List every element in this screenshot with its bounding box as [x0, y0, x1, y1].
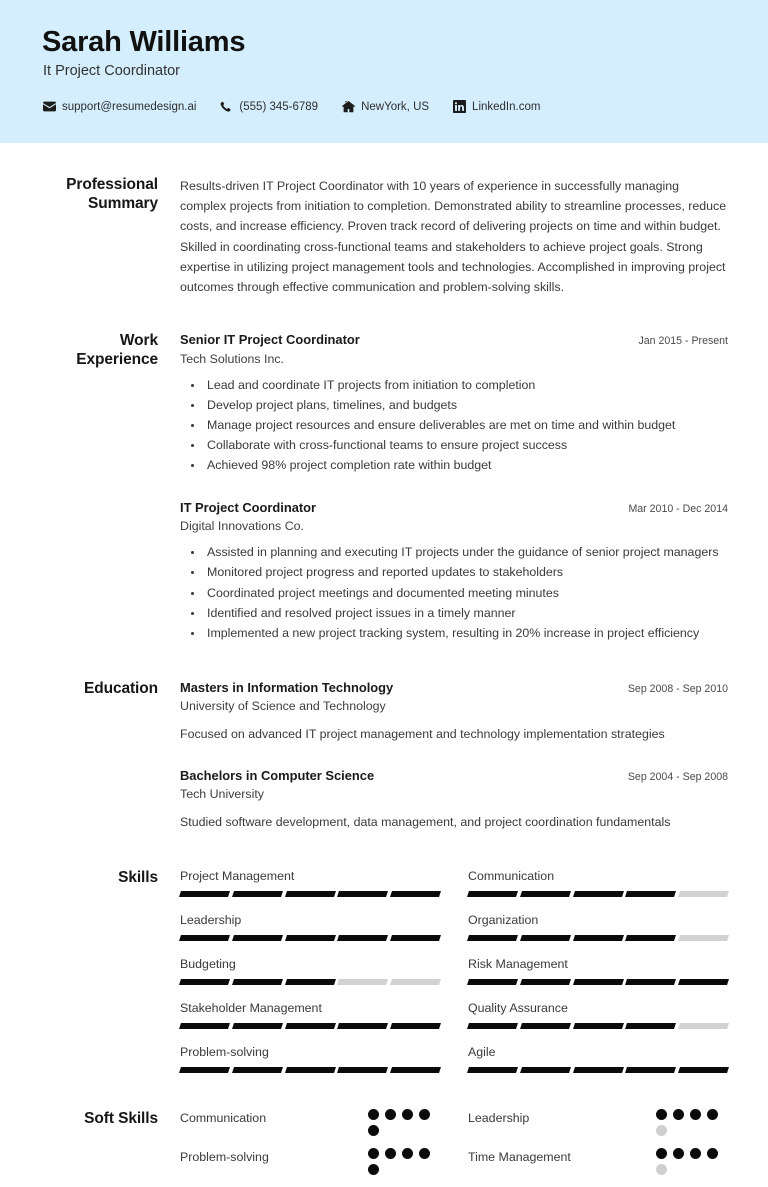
skill-level-segment [625, 979, 676, 985]
soft-skill-name: Problem-solving [180, 1150, 269, 1165]
work-bullet: • Implemented a new project tracking system, resulting in 20% increase in project efficiency [204, 624, 728, 643]
work-bullet: • Lead and coordinate IT projects from initiation to completion [204, 376, 728, 395]
work-bullet: • Collaborate with cross-functional teams to ensure project success [204, 436, 728, 455]
section-skills [40, 832, 728, 1089]
work-entry-head [180, 331, 728, 348]
skill-level-segment [285, 1067, 336, 1073]
skill-name: Budgeting [180, 957, 236, 972]
skill-item [468, 912, 728, 956]
resume-body [0, 143, 768, 1187]
skill-level-bar [468, 979, 728, 985]
skill-level-segment [678, 1023, 729, 1029]
skill-level-segment [390, 891, 441, 897]
soft-skill-dot [368, 1164, 379, 1175]
skill-item [180, 1000, 440, 1044]
soft-skill-dot [368, 1125, 379, 1136]
skill-level-segment [337, 979, 388, 985]
skill-item [180, 868, 440, 912]
soft-skill-name: Communication [180, 1111, 267, 1126]
contact-email-label: support@resumedesign.ai [62, 100, 197, 113]
linkedin-icon [453, 100, 466, 113]
skill-level-segment [179, 935, 230, 941]
work-role: Senior IT Project Coordinator [180, 332, 360, 348]
work-organization: Tech Solutions Inc. [180, 351, 285, 366]
skill-item [468, 868, 728, 912]
section-label-summary: Professional Summary [66, 176, 158, 213]
section-work-experience [40, 297, 728, 644]
phone-icon [220, 100, 233, 113]
skill-item [180, 912, 440, 956]
skill-level-segment [232, 1023, 283, 1029]
candidate-job-title: It Project Coordinator [43, 63, 181, 80]
section-label-education: Education [83, 679, 158, 697]
section-soft-skills [40, 1088, 728, 1187]
soft-skill-rating [368, 1109, 440, 1136]
skill-level-bar [180, 935, 440, 941]
skill-level-segment [467, 979, 518, 985]
work-bullets [180, 543, 728, 642]
section-label-work: Work Experience [76, 332, 158, 369]
skill-level-segment [390, 935, 441, 941]
section-professional-summary [40, 143, 728, 297]
work-bullet: • Identified and resolved project issues in a timely manner [204, 604, 728, 623]
work-bullet: • Coordinated project meetings and documented meeting minutes [204, 584, 728, 603]
education-date: Sep 2004 - Sep 2008 [627, 770, 728, 783]
skill-level-segment [337, 935, 388, 941]
skill-level-segment [285, 1023, 336, 1029]
soft-skill-name: Leadership [468, 1111, 530, 1126]
soft-skill-dot [402, 1148, 413, 1159]
contact-email[interactable] [43, 100, 196, 113]
skill-level-segment [467, 891, 518, 897]
skill-level-segment [678, 979, 729, 985]
skill-level-segment [390, 1067, 441, 1073]
soft-skill-rating [656, 1148, 728, 1175]
soft-skill-dot [673, 1148, 684, 1159]
skill-item [180, 956, 440, 1000]
skill-level-bar [180, 1023, 440, 1029]
envelope-icon [43, 100, 56, 113]
skill-level-segment [390, 1023, 441, 1029]
skill-level-segment [520, 1023, 571, 1029]
resume-header [0, 0, 768, 143]
education-entry-head [180, 767, 728, 784]
skill-level-bar [180, 1067, 440, 1073]
contact-location[interactable] [342, 100, 429, 113]
skill-level-segment [625, 1067, 676, 1073]
soft-skill-item [468, 1109, 728, 1148]
education-entry [180, 679, 728, 744]
work-entry-head [180, 499, 728, 516]
skill-level-segment [179, 891, 230, 897]
contact-linkedin[interactable] [453, 100, 540, 113]
skill-level-segment [573, 1023, 624, 1029]
skill-level-segment [467, 1067, 518, 1073]
work-date: Jan 2015 - Present [638, 335, 728, 348]
soft-skill-dot [656, 1109, 667, 1120]
skill-level-segment [678, 1067, 729, 1073]
skill-level-segment [625, 1023, 676, 1029]
skills-grid [180, 868, 728, 1089]
skill-item [468, 1044, 728, 1088]
soft-skills-content [180, 1109, 728, 1187]
home-icon [342, 100, 355, 113]
education-degree: Masters in Information Technology [180, 679, 394, 695]
skill-name: Quality Assurance [468, 1001, 568, 1016]
skill-level-segment [520, 935, 571, 941]
candidate-name: Sarah Williams [42, 26, 246, 58]
soft-skill-dot [368, 1148, 379, 1159]
work-bullet: • Assisted in planning and executing IT projects under the guidance of senior project managers [204, 543, 728, 562]
section-education [40, 644, 728, 832]
skill-level-segment [467, 935, 518, 941]
work-bullets [180, 376, 728, 475]
skill-level-segment [285, 979, 336, 985]
soft-skill-dot [419, 1109, 430, 1120]
skill-level-segment [179, 1067, 230, 1073]
soft-skill-dot [656, 1164, 667, 1175]
work-content [180, 331, 728, 644]
soft-skill-item [468, 1148, 728, 1187]
education-description: Focused on advanced IT project management and technology implementation strategies [180, 726, 665, 741]
education-school: University of Science and Technology [180, 699, 386, 714]
skill-level-bar [468, 1067, 728, 1073]
skill-level-segment [232, 935, 283, 941]
skill-level-segment [467, 1023, 518, 1029]
skill-name: Project Management [180, 868, 295, 883]
soft-skill-dot [690, 1109, 701, 1120]
education-content [180, 679, 728, 832]
skill-level-segment [390, 979, 441, 985]
work-organization: Digital Innovations Co. [180, 518, 304, 533]
skill-level-segment [285, 891, 336, 897]
work-role: IT Project Coordinator [180, 499, 317, 515]
soft-skills-grid [180, 1109, 728, 1187]
skill-level-segment [285, 935, 336, 941]
education-school: Tech University [180, 787, 265, 802]
skill-level-segment [232, 1067, 283, 1073]
education-entry [180, 767, 728, 832]
skill-level-segment [520, 979, 571, 985]
skill-level-segment [337, 1023, 388, 1029]
education-description: Studied software development, data management, and project coordination fundamentals [180, 814, 671, 829]
soft-skill-item [180, 1148, 440, 1187]
skill-item [180, 1044, 440, 1088]
skill-level-bar [468, 891, 728, 897]
skill-level-segment [520, 1067, 571, 1073]
skill-level-segment [573, 1067, 624, 1073]
skill-name: Leadership [180, 912, 242, 927]
soft-skill-rating [656, 1109, 728, 1136]
soft-skill-dot [385, 1109, 396, 1120]
soft-skill-name: Time Management [468, 1150, 571, 1165]
summary-text: Results-driven IT Project Coordinator with 10 years of experience in successfully managing complex projects from initiation to completion. Demonstrated ability to streamline processes, reduce costs, and increase efficiency. Proven track record of delivering projects on time and within budget. Skilled in coordinating cross-functional teams and stakeholders to achieve project goals. Strong expertise in utilizing project management tools and technologies. Accomplished in improving project outcomes through effective communication and problem-solving skills. [180, 179, 727, 295]
skill-level-segment [232, 979, 283, 985]
soft-skill-dot [402, 1109, 413, 1120]
skill-level-bar [468, 935, 728, 941]
skill-level-segment [678, 935, 729, 941]
skill-level-segment [520, 891, 571, 897]
soft-skill-dot [690, 1148, 701, 1159]
skill-name: Agile [468, 1045, 496, 1060]
work-bullet: • Achieved 98% project completion rate within budget [204, 456, 728, 475]
skill-item [468, 1000, 728, 1044]
soft-skill-dot [673, 1109, 684, 1120]
skill-item [468, 956, 728, 1000]
work-bullet: • Manage project resources and ensure deliverables are met on time and within budget [204, 416, 728, 435]
section-label-skills: Skills [118, 868, 158, 886]
contact-phone-label: (555) 345-6789 [239, 100, 319, 113]
skill-level-segment [337, 1067, 388, 1073]
education-entry-head [180, 679, 728, 696]
soft-skill-dot [656, 1148, 667, 1159]
skills-content [180, 868, 728, 1089]
work-entry [180, 331, 728, 475]
skill-name: Problem-solving [180, 1045, 269, 1060]
skill-level-segment [678, 891, 729, 897]
skill-level-bar [180, 979, 440, 985]
work-bullet: • Monitored project progress and reported updates to stakeholders [204, 563, 728, 582]
work-date: Mar 2010 - Dec 2014 [628, 502, 728, 515]
contact-phone[interactable] [220, 100, 318, 113]
skill-name: Communication [468, 868, 555, 883]
work-bullet: • Develop project plans, timelines, and budgets [204, 396, 728, 415]
soft-skill-dot [707, 1148, 718, 1159]
education-date: Sep 2008 - Sep 2010 [627, 682, 728, 695]
skill-name: Organization [468, 912, 539, 927]
skill-level-bar [180, 891, 440, 897]
contact-linkedin-label: LinkedIn.com [472, 100, 541, 113]
skill-level-segment [625, 935, 676, 941]
soft-skill-dot [368, 1109, 379, 1120]
summary-content [180, 175, 728, 297]
skill-level-bar [468, 1023, 728, 1029]
skill-name: Stakeholder Management [180, 1001, 322, 1016]
skill-level-segment [573, 891, 624, 897]
contact-location-label: NewYork, US [361, 100, 430, 113]
skill-level-segment [625, 891, 676, 897]
skill-level-segment [573, 935, 624, 941]
skill-level-segment [573, 979, 624, 985]
soft-skill-dot [385, 1148, 396, 1159]
skill-name: Risk Management [468, 957, 568, 972]
soft-skill-dot [707, 1109, 718, 1120]
soft-skill-dot [419, 1148, 430, 1159]
skill-level-segment [232, 891, 283, 897]
education-degree: Bachelors in Computer Science [180, 767, 375, 783]
contact-row [43, 100, 728, 113]
skill-level-segment [179, 979, 230, 985]
soft-skill-item [180, 1109, 440, 1148]
skill-level-segment [179, 1023, 230, 1029]
soft-skill-dot [656, 1125, 667, 1136]
work-entry [180, 499, 728, 643]
soft-skill-rating [368, 1148, 440, 1175]
skill-level-segment [337, 891, 388, 897]
section-label-soft-skills: Soft Skills [84, 1110, 158, 1128]
